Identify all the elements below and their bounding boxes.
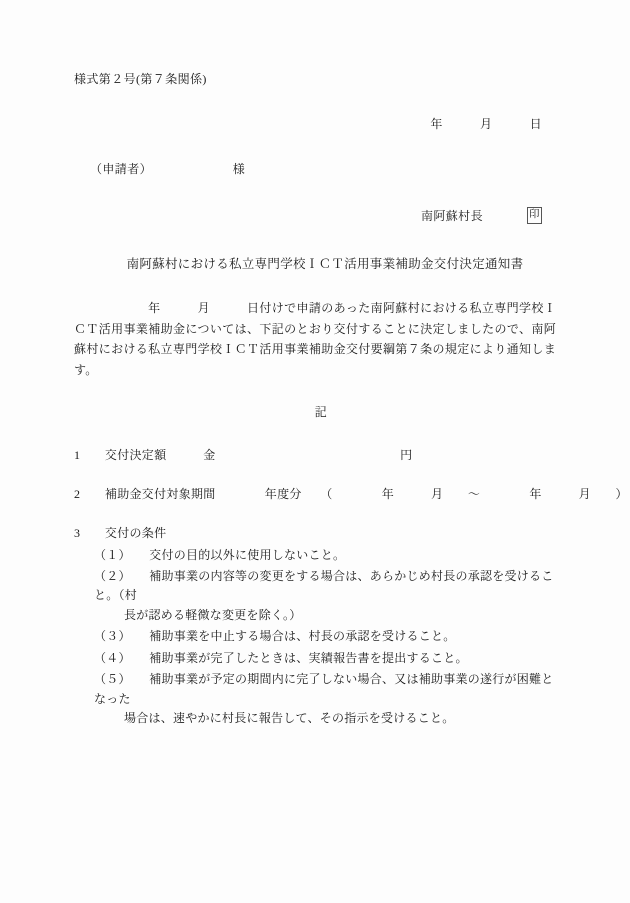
condition-text-4: （４） 補助事業が完了したときは、実績報告書を提出すること。 xyxy=(94,650,468,665)
paragraph-text: 年 月 日付けで申請のあった南阿蘇村における私立専門学校ＩＣＴ活用事業補助金については、下記のとおり交付することに決定しましたので、南阿蘇村における私立専門学校ＩＣＴ活用事業補助金交付要綱第７条の規定により通知します。 xyxy=(74,301,556,377)
issuer-name: 南阿蘇村長 xyxy=(420,209,483,223)
condition-text-2: （２） 補助事業の内容等の変更をする場合は、あらかじめ村長の承認を受けること。（村 xyxy=(94,568,554,603)
conditions-list xyxy=(74,546,556,729)
document-title: 南阿蘇村における私立専門学校ＩＣＴ活用事業補助金交付決定通知書 xyxy=(126,257,524,271)
condition-text-1: （１） 交付の目的以外に使用しないこと。 xyxy=(94,547,346,562)
conditions-heading: 3 交付の条件 xyxy=(74,525,167,540)
form-number: 様式第２号(第７条関係) xyxy=(74,72,207,86)
condition-text-3: （３） 補助事業を中止する場合は、村長の承認を受けること。 xyxy=(94,629,456,644)
document-body xyxy=(74,70,628,730)
applicant-line: （申請者） 様 xyxy=(90,162,246,176)
condition-item-3 xyxy=(74,627,556,646)
item-subsidy-period: 2 補助金交付対象期間 年度分 （ 年 月 〜 年 月 ） xyxy=(74,486,628,501)
body-paragraph xyxy=(74,298,556,381)
ki-marker: 記 xyxy=(314,404,328,419)
seal-stamp-box: 印 xyxy=(527,207,542,224)
item-grant-amount: 1 交付決定額 金 円 xyxy=(74,447,413,462)
condition-cont-5: 場合は、速やかに村長に報告して、その指示を受けること。 xyxy=(124,711,455,725)
issuer-line xyxy=(74,207,556,224)
condition-item-4 xyxy=(74,649,556,668)
condition-cont-2: 長が認める軽微な変更を除く。） xyxy=(124,607,302,622)
condition-item-1 xyxy=(74,546,556,565)
date-line: 年 月 日 xyxy=(430,117,542,131)
condition-text-5: （５） 補助事業が予定の期間内に完了しない場合、又は補助事業の遂行が困難となった xyxy=(94,672,554,706)
condition-item-2 xyxy=(74,567,556,625)
condition-item-5 xyxy=(74,670,556,728)
